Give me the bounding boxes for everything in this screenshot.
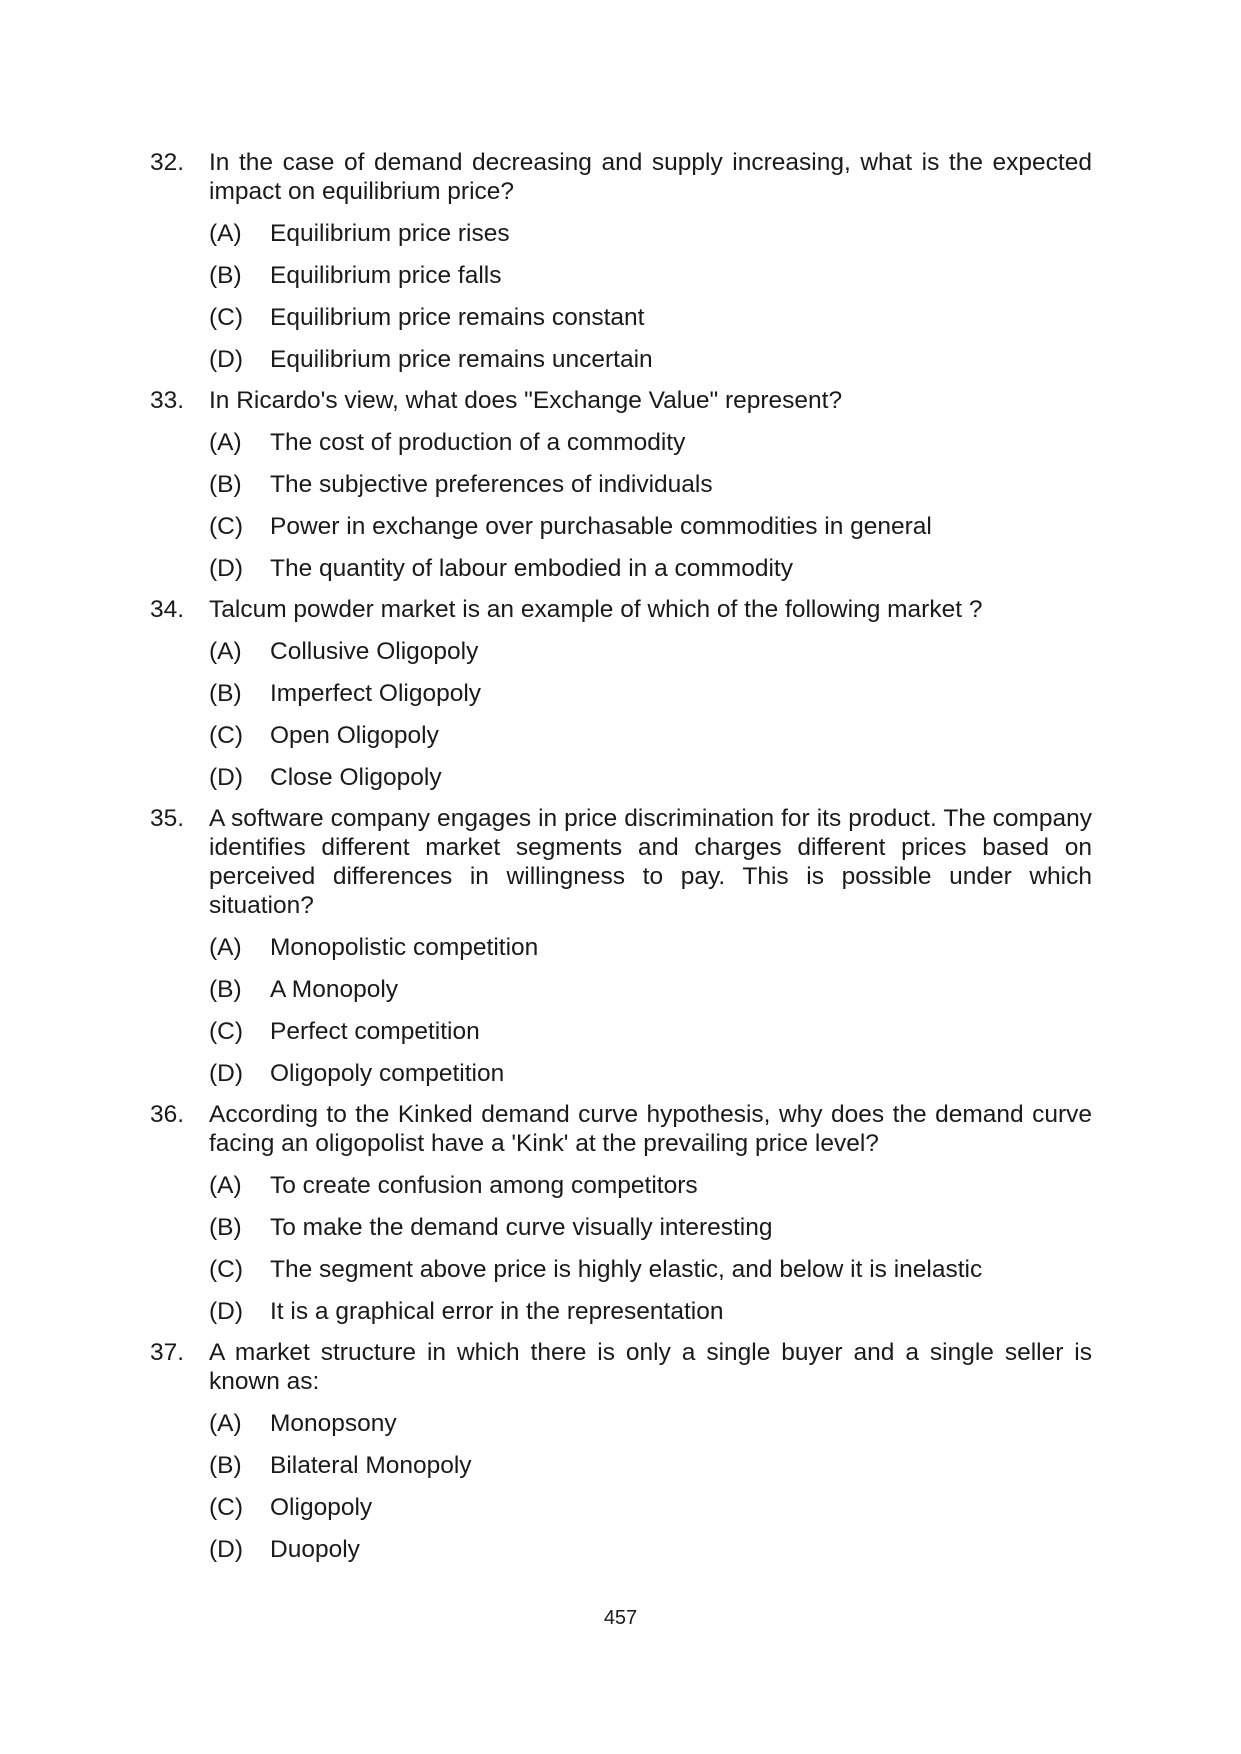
option-text: Duopoly bbox=[270, 1536, 360, 1563]
option-text: A Monopoly bbox=[270, 976, 399, 1003]
option-label: (D) bbox=[209, 555, 244, 582]
option-label: (C) bbox=[209, 722, 244, 749]
option-text: Oligopoly competition bbox=[270, 1060, 505, 1087]
question-37 bbox=[150, 1338, 1092, 1564]
option-a bbox=[150, 637, 1092, 666]
option-b bbox=[150, 470, 1092, 499]
option-text: The subjective preferences of individuals bbox=[270, 471, 713, 498]
question-33 bbox=[150, 386, 1092, 583]
question-text: According to the Kinked demand curve hypothesis, why does the demand curve facing an oligopolist have a 'Kink' at the prevailing price level? bbox=[209, 1101, 1092, 1157]
option-a bbox=[150, 1409, 1092, 1438]
option-text: The cost of production of a commodity bbox=[270, 429, 686, 456]
option-text: Bilateral Monopoly bbox=[270, 1452, 472, 1479]
option-b bbox=[150, 1451, 1092, 1480]
option-list bbox=[150, 1409, 1092, 1564]
option-text: Imperfect Oligopoly bbox=[270, 680, 482, 707]
option-text: To make the demand curve visually interesting bbox=[270, 1214, 773, 1241]
option-label: (B) bbox=[209, 1214, 242, 1241]
option-d bbox=[150, 1535, 1092, 1564]
option-text: To create confusion among competitors bbox=[270, 1172, 698, 1199]
option-list bbox=[150, 637, 1092, 792]
option-label: (B) bbox=[209, 262, 242, 289]
option-list bbox=[150, 219, 1092, 374]
option-label: (C) bbox=[209, 1256, 244, 1283]
option-a bbox=[150, 219, 1092, 248]
option-text: Perfect competition bbox=[270, 1018, 480, 1045]
option-label: (C) bbox=[209, 1018, 244, 1045]
option-label: (C) bbox=[209, 1494, 244, 1521]
option-label: (D) bbox=[209, 764, 244, 791]
option-d bbox=[150, 345, 1092, 374]
question-text: Talcum powder market is an example of which of the following market ? bbox=[209, 596, 983, 623]
question-number: 37. bbox=[150, 1339, 185, 1366]
page-number: 457 bbox=[603, 1607, 638, 1629]
option-label: (A) bbox=[209, 934, 242, 961]
option-label: (A) bbox=[209, 429, 242, 456]
option-c bbox=[150, 1493, 1092, 1522]
option-label: (B) bbox=[209, 680, 242, 707]
question-text: A software company engages in price discrimination for its product. The company identifies different market segments and charges different prices based on perceived differences in willingness to pay. This is possible under which situation? bbox=[209, 805, 1092, 919]
option-b bbox=[150, 975, 1092, 1004]
option-label: (A) bbox=[209, 638, 242, 665]
option-b bbox=[150, 261, 1092, 290]
option-c bbox=[150, 1255, 1092, 1284]
option-text: Collusive Oligopoly bbox=[270, 638, 479, 665]
option-b bbox=[150, 679, 1092, 708]
option-text: The segment above price is highly elastic, and below it is inelastic bbox=[270, 1256, 983, 1283]
option-b bbox=[150, 1213, 1092, 1242]
option-a bbox=[150, 1171, 1092, 1200]
option-label: (D) bbox=[209, 1298, 244, 1325]
question-35 bbox=[150, 804, 1092, 1088]
question-number: 33. bbox=[150, 387, 185, 414]
option-c bbox=[150, 721, 1092, 750]
option-label: (B) bbox=[209, 1452, 242, 1479]
option-text: Monopsony bbox=[270, 1410, 397, 1437]
option-label: (A) bbox=[209, 1172, 242, 1199]
option-list bbox=[150, 1171, 1092, 1326]
question-number: 36. bbox=[150, 1101, 185, 1128]
option-text: Power in exchange over purchasable commodities in general bbox=[270, 513, 932, 540]
question-32 bbox=[150, 148, 1092, 374]
question-text: In Ricardo's view, what does "Exchange Value" represent? bbox=[209, 387, 843, 414]
option-text: Equilibrium price falls bbox=[270, 262, 502, 289]
option-text: Equilibrium price rises bbox=[270, 220, 510, 247]
option-label: (A) bbox=[209, 220, 242, 247]
option-text: Close Oligopoly bbox=[270, 764, 442, 791]
question-number: 35. bbox=[150, 805, 185, 832]
question-34 bbox=[150, 595, 1092, 792]
option-d bbox=[150, 763, 1092, 792]
option-d bbox=[150, 554, 1092, 583]
option-list bbox=[150, 933, 1092, 1088]
option-text: Oligopoly bbox=[270, 1494, 373, 1521]
option-label: (A) bbox=[209, 1410, 242, 1437]
option-label: (B) bbox=[209, 471, 242, 498]
option-text: Equilibrium price remains constant bbox=[270, 304, 645, 331]
option-a bbox=[150, 428, 1092, 457]
option-d bbox=[150, 1059, 1092, 1088]
option-text: It is a graphical error in the representation bbox=[270, 1298, 724, 1325]
question-text: In the case of demand decreasing and supply increasing, what is the expected impact on equilibrium price? bbox=[209, 149, 1092, 205]
option-c bbox=[150, 303, 1092, 332]
option-c bbox=[150, 512, 1092, 541]
option-d bbox=[150, 1297, 1092, 1326]
option-label: (C) bbox=[209, 513, 244, 540]
question-text: A market structure in which there is only a single buyer and a single seller is known as: bbox=[209, 1339, 1092, 1395]
option-label: (D) bbox=[209, 1060, 244, 1087]
question-list bbox=[150, 148, 1092, 1564]
option-label: (D) bbox=[209, 346, 244, 373]
option-a bbox=[150, 933, 1092, 962]
option-label: (C) bbox=[209, 304, 244, 331]
option-list bbox=[150, 428, 1092, 583]
option-c bbox=[150, 1017, 1092, 1046]
option-label: (D) bbox=[209, 1536, 244, 1563]
option-text: The quantity of labour embodied in a commodity bbox=[270, 555, 793, 582]
question-number: 32. bbox=[150, 149, 185, 176]
question-number: 34. bbox=[150, 596, 185, 623]
option-text: Open Oligopoly bbox=[270, 722, 439, 749]
option-text: Monopolistic competition bbox=[270, 934, 539, 961]
question-36 bbox=[150, 1100, 1092, 1326]
option-text: Equilibrium price remains uncertain bbox=[270, 346, 653, 373]
option-label: (B) bbox=[209, 976, 242, 1003]
